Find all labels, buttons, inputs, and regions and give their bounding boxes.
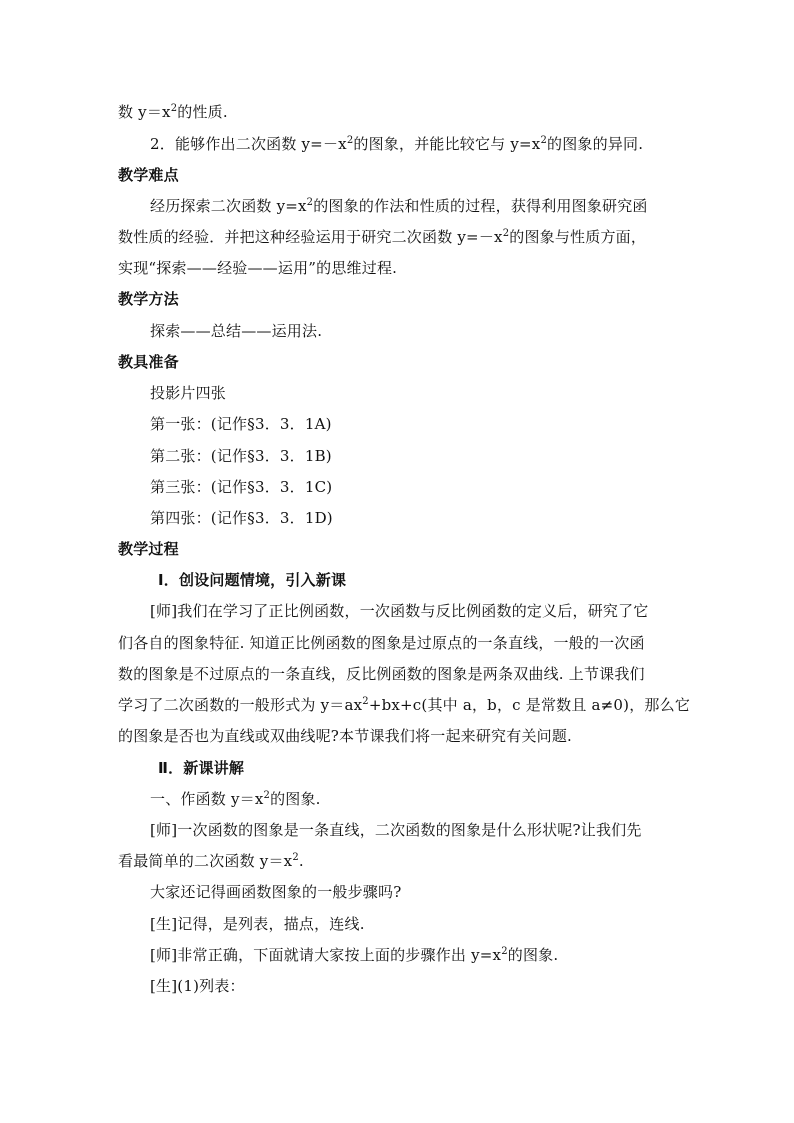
text-line: 投影片四张 [150, 384, 227, 402]
text: 的图象. [507, 946, 559, 964]
list-item: 第四张：(记作§3．3．1D) [150, 509, 333, 527]
text: 数 y＝x [118, 103, 171, 121]
text-line [118, 851, 304, 871]
superscript: 2 [362, 696, 369, 707]
text: +bx+c(其中 a，b，c 是常数且 a≠0)，那么它 [368, 696, 691, 714]
list-item: 第二张：(记作§3．3．1B) [150, 447, 332, 465]
list-item: 第一张：(记作§3．3．1A) [150, 415, 332, 433]
text: 看最简单的二次函数 y＝x [118, 852, 293, 870]
superscript: 2 [502, 228, 510, 239]
section-heading-process: 教学过程 [118, 540, 179, 558]
text-line [118, 695, 690, 715]
superscript: 2 [263, 790, 271, 801]
superscript: 2 [501, 946, 508, 957]
text-line: 探索——总结——运用法. [150, 322, 323, 340]
text-line [118, 227, 646, 247]
subsection-heading: Ⅰ．创设问题情境，引入新课 [158, 571, 347, 589]
text-line: 的图象是否也为直线或双曲线呢?本节课我们将一起来研究有关问题. [118, 727, 573, 745]
text-line: 大家还记得画函数图象的一般步骤吗? [150, 883, 402, 901]
text-line: 们各自的图象特征. 知道正比例函数的图象是过原点的一条直线，一般的一次函 [118, 634, 645, 652]
text: 的性质. [177, 103, 228, 121]
superscript: 2 [540, 135, 548, 146]
superscript: 2 [292, 852, 299, 863]
text-line [150, 945, 558, 965]
text-line: [师]一次函数的图象是一条直线，二次函数的图象是什么形状呢?让我们先 [150, 821, 642, 839]
text: [师]非常正确，下面就请大家按上面的步骤作出 y=x [150, 946, 502, 964]
text-line: 数的图象是不过原点的一条直线，反比例函数的图象是两条双曲线. 上节课我们 [118, 665, 645, 683]
text-line [150, 789, 321, 809]
text: 的图象的作法和性质的过程，获得利用图象研究函 [313, 197, 648, 215]
text-line: [生]记得，是列表，描点，连线. [150, 915, 365, 933]
text: 数性质的经验．并把这种经验运用于研究二次函数 y=－x [118, 228, 503, 246]
subsection-heading: Ⅱ．新课讲解 [158, 759, 245, 777]
list-item: 第三张：(记作§3．3．1C) [150, 478, 333, 496]
text-line [118, 102, 228, 122]
text: 经历探索二次函数 y=x [150, 197, 307, 215]
section-heading-difficulty: 教学难点 [118, 166, 179, 184]
text: 的图象与性质方面， [509, 228, 647, 246]
text: 的图象的异同. [547, 135, 644, 153]
text: 学习了二次函数的一般形式为 y＝ax [118, 696, 363, 714]
text-line [150, 134, 643, 154]
text: . [298, 852, 304, 870]
superscript: 2 [306, 197, 314, 208]
text-line: 实现“探索——经验——运用”的思维过程. [118, 259, 398, 277]
text: 的图象. [270, 790, 321, 808]
superscript: 2 [346, 135, 354, 146]
text-line [150, 196, 648, 216]
section-heading-tools: 教具准备 [118, 353, 179, 371]
text: 的图象，并能比较它与 y=x [353, 135, 541, 153]
text: 一、作函数 y＝x [150, 790, 264, 808]
text: 2．能够作出二次函数 y=－x [150, 135, 347, 153]
superscript: 2 [170, 103, 178, 114]
section-heading-method: 教学方法 [118, 290, 179, 308]
text-line: [师]我们在学习了正比例函数，一次函数与反比例函数的定义后，研究了它 [150, 602, 649, 620]
text-line: [生](1)列表： [150, 977, 245, 995]
